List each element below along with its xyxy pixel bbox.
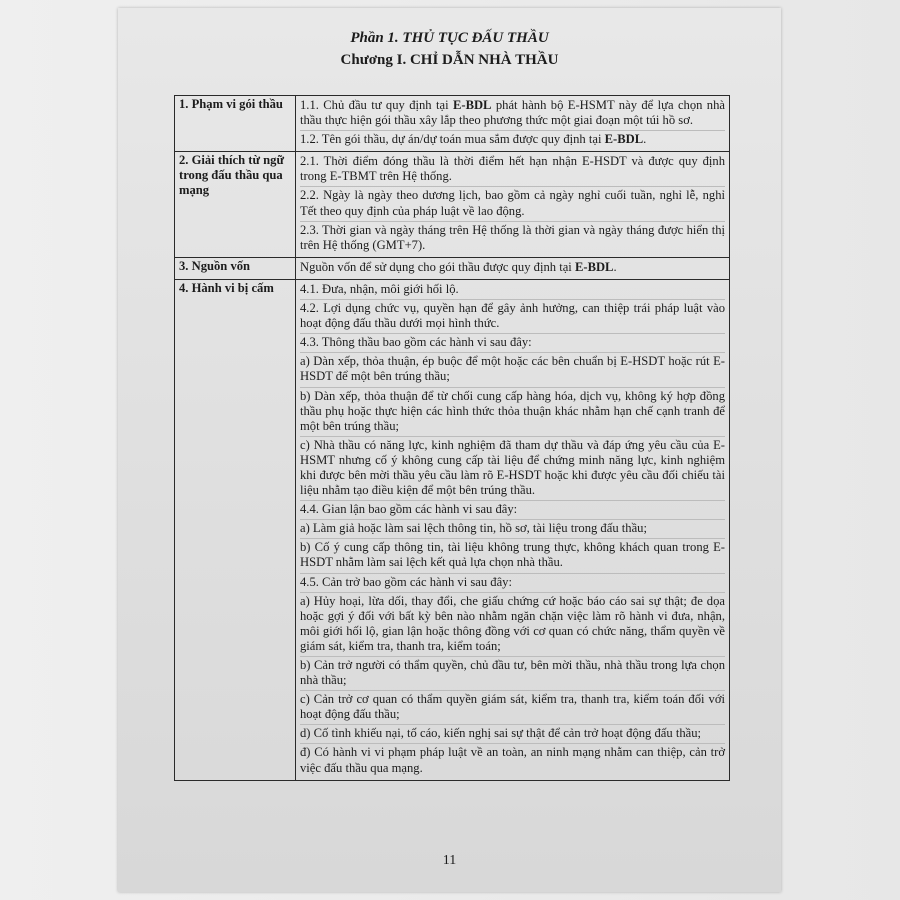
clause-paragraph: 4.2. Lợi dụng chức vụ, quyền hạn để gây ảnh hưởng, can thiệp trái pháp luật vào hoạt động đấu thầu dưới mọi hình thức. (300, 299, 725, 333)
clause-paragraph: b) Cố ý cung cấp thông tin, tài liệu không trung thực, không khách quan trong E-HSDT nhằm làm sai lệch kết quả lựa chọn nhà thầu. (300, 538, 725, 572)
section-content (296, 257, 730, 279)
section-heading: 1. Phạm vi gói thầu (175, 96, 296, 152)
table-row (175, 152, 730, 258)
section-content (296, 152, 730, 258)
clause-paragraph: b) Dàn xếp, thỏa thuận để từ chối cung cấp hàng hóa, dịch vụ, không ký hợp đồng thầu phụ hoặc thực hiện các hình thức thỏa thuận khác nhằm hạn chế cạnh tranh để một bên trúng thầu; (300, 387, 725, 436)
table-row (175, 279, 730, 780)
chapter-title: Chương I. CHỈ DẪN NHÀ THẦU (340, 52, 559, 68)
section-content (296, 96, 730, 152)
clause-paragraph: a) Hủy hoại, lừa dối, thay đổi, che giấu chứng cứ hoặc báo cáo sai sự thật; đe dọa hoặc gợi ý đối với bất kỳ bên nào nhằm ngăn chặn việc làm rõ hành vi đưa, nhận, môi giới hối lộ, gian lận hoặc thông đồng với cơ quan có chức năng, thẩm quyền về giám sát, kiểm tra, thanh tra, kiểm toán; (300, 592, 725, 656)
table-row (175, 257, 730, 279)
clause-paragraph: a) Dàn xếp, thỏa thuận, ép buộc để một hoặc các bên chuẩn bị E-HSDT hoặc rút E-HSDT để một bên trúng thầu; (300, 352, 725, 386)
clause-paragraph: 4.4. Gian lận bao gồm các hành vi sau đây: (300, 500, 725, 519)
clause-paragraph: d) Cố tình khiếu nại, tố cáo, kiến nghị sai sự thật để cản trở hoạt động đấu thầu; (300, 724, 725, 743)
clause-paragraph: 1.2. Tên gói thầu, dự án/dự toán mua sắm được quy định tại E-BDL. (300, 130, 725, 149)
section-heading: 3. Nguồn vốn (175, 257, 296, 279)
term-e-bdl: E-BDL (604, 132, 644, 147)
clause-paragraph: 4.5. Cản trở bao gồm các hành vi sau đây: (300, 573, 725, 592)
clause-paragraph: c) Nhà thầu có năng lực, kinh nghiệm đã tham dự thầu và đáp ứng yêu cầu của E-HSMT nhưng cố ý không cung cấp tài liệu để chứng minh năng lực, kinh nghiệm khi được bên mời thầu yêu cầu làm rõ E-HSDT hoặc khi được yêu cầu đối chiếu tài liệu nhằm tạo điều kiện để một bên trúng thầu. (300, 436, 725, 500)
clause-paragraph: a) Làm giả hoặc làm sai lệch thông tin, hồ sơ, tài liệu trong đấu thầu; (300, 519, 725, 538)
term-e-bdl: E-BDL (574, 259, 614, 274)
clause-paragraph: 2.2. Ngày là ngày theo dương lịch, bao gồm cả ngày nghỉ cuối tuần, nghỉ lễ, nghỉ Tết theo quy định của pháp luật về lao động. (300, 186, 725, 220)
clause-paragraph: 2.1. Thời điểm đóng thầu là thời điểm hết hạn nhận E-HSDT và được quy định trong E-TBMT trên Hệ thống. (300, 154, 725, 184)
page-number: 11 (442, 853, 457, 868)
section-content (296, 279, 730, 780)
section-heading: 2. Giải thích từ ngữ trong đấu thầu qua mạng (175, 152, 296, 258)
clause-paragraph: 1.1. Chủ đầu tư quy định tại E-BDL phát hành bộ E-HSMT này để lựa chọn nhà thầu thực hiện gói thầu xây lắp theo phương thức một giai đoạn một túi hồ sơ. (300, 98, 725, 128)
part-title: Phần 1. THỦ TỤC ĐẤU THẦU (350, 30, 549, 46)
term-e-bdl: E-BDL (452, 98, 492, 112)
clause-paragraph: 4.1. Đưa, nhận, môi giới hối lộ. (300, 281, 459, 296)
clause-paragraph: b) Cản trở người có thẩm quyền, chủ đầu tư, bên mời thầu, nhà thầu trong lựa chọn nhà thầu; (300, 656, 725, 690)
clause-paragraph: 4.3. Thông thầu bao gồm các hành vi sau đây: (300, 333, 725, 352)
clause-paragraph: c) Cản trở cơ quan có thẩm quyền giám sát, kiểm tra, thanh tra, kiểm toán đối với hoạt động đấu thầu; (300, 690, 725, 724)
clause-paragraph: Nguồn vốn để sử dụng cho gói thầu được quy định tại E-BDL. (300, 259, 617, 274)
instructions-table (174, 95, 730, 781)
book-page (118, 8, 781, 892)
section-heading: 4. Hành vi bị cấm (175, 279, 296, 780)
clause-paragraph: đ) Có hành vi vi phạm pháp luật về an toàn, an ninh mạng nhằm can thiệp, cản trở việc đấu thầu qua mạng. (300, 743, 725, 777)
clause-paragraph: 2.3. Thời gian và ngày tháng trên Hệ thống là thời gian và ngày tháng được hiển thị trên Hệ thống (GMT+7). (300, 221, 725, 255)
table-row (175, 96, 730, 152)
